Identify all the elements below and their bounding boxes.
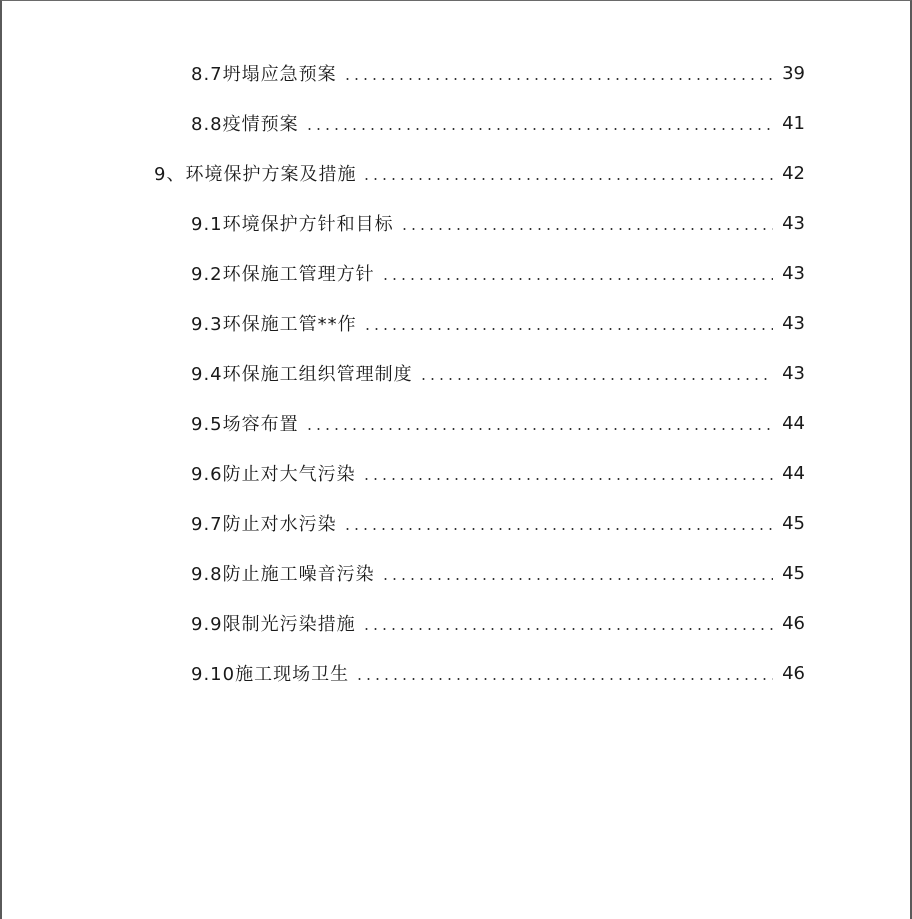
toc-entry-title: 8.7坍塌应急预案 xyxy=(191,64,337,85)
toc-dot-leader xyxy=(381,258,773,288)
toc-dot-leader xyxy=(343,508,773,538)
toc-page-number: 43 xyxy=(782,312,805,334)
toc-page-number: 44 xyxy=(782,412,805,434)
toc-page-number: 46 xyxy=(782,662,805,684)
toc-entry-title: 9.2环保施工管理方针 xyxy=(191,264,375,285)
toc-entry[interactable] xyxy=(191,558,805,588)
toc-entry[interactable] xyxy=(191,508,805,538)
toc-entry[interactable] xyxy=(191,408,805,438)
toc-dot-leader xyxy=(419,358,773,388)
toc-entry-title: 9.1环境保护方针和目标 xyxy=(191,214,394,235)
toc-entry-title: 9、环境保护方案及措施 xyxy=(154,164,357,185)
toc-entry[interactable] xyxy=(191,258,805,288)
toc-entry[interactable] xyxy=(191,358,805,388)
toc-dot-leader xyxy=(362,158,773,188)
toc-page-number: 41 xyxy=(782,112,805,134)
toc-entry-title: 9.6防止对大气污染 xyxy=(191,464,356,485)
toc-page-number: 46 xyxy=(782,612,805,634)
toc-dot-leader xyxy=(400,208,773,238)
toc-entry-title: 9.5场容布置 xyxy=(191,414,299,435)
toc-entry[interactable] xyxy=(191,458,805,488)
toc-dot-leader xyxy=(362,458,773,488)
toc-entry[interactable] xyxy=(191,208,805,238)
toc-entry-title: 9.8防止施工噪音污染 xyxy=(191,564,375,585)
toc-entry[interactable] xyxy=(154,158,805,188)
toc-dot-leader xyxy=(343,58,773,88)
toc-entry-title: 8.8疫情预案 xyxy=(191,114,299,135)
toc-page-number: 39 xyxy=(782,62,805,84)
toc-entry[interactable] xyxy=(191,608,805,638)
toc-dot-leader xyxy=(355,658,773,688)
toc-dot-leader xyxy=(363,308,773,338)
toc-entry-title: 9.3环保施工管**作 xyxy=(191,314,357,335)
toc-dot-leader xyxy=(362,608,773,638)
toc-page-number: 43 xyxy=(782,362,805,384)
toc-entry-title: 9.9限制光污染措施 xyxy=(191,614,356,635)
toc-page-number: 43 xyxy=(782,212,805,234)
toc-page-number: 45 xyxy=(782,562,805,584)
toc-entry[interactable] xyxy=(191,58,805,88)
toc-entry[interactable] xyxy=(191,308,805,338)
toc-page-number: 45 xyxy=(782,512,805,534)
toc-page-number: 42 xyxy=(782,162,805,184)
toc-page-number: 44 xyxy=(782,462,805,484)
toc-dot-leader xyxy=(305,408,773,438)
toc-entry-title: 9.4环保施工组织管理制度 xyxy=(191,364,413,385)
toc-entry-title: 9.7防止对水污染 xyxy=(191,514,337,535)
toc-entry[interactable] xyxy=(191,108,805,138)
toc-dot-leader xyxy=(381,558,773,588)
toc-entry[interactable] xyxy=(191,658,805,688)
toc-page-number: 43 xyxy=(782,262,805,284)
toc-entry-title: 9.10施工现场卫生 xyxy=(191,664,350,685)
toc-dot-leader xyxy=(305,108,773,138)
